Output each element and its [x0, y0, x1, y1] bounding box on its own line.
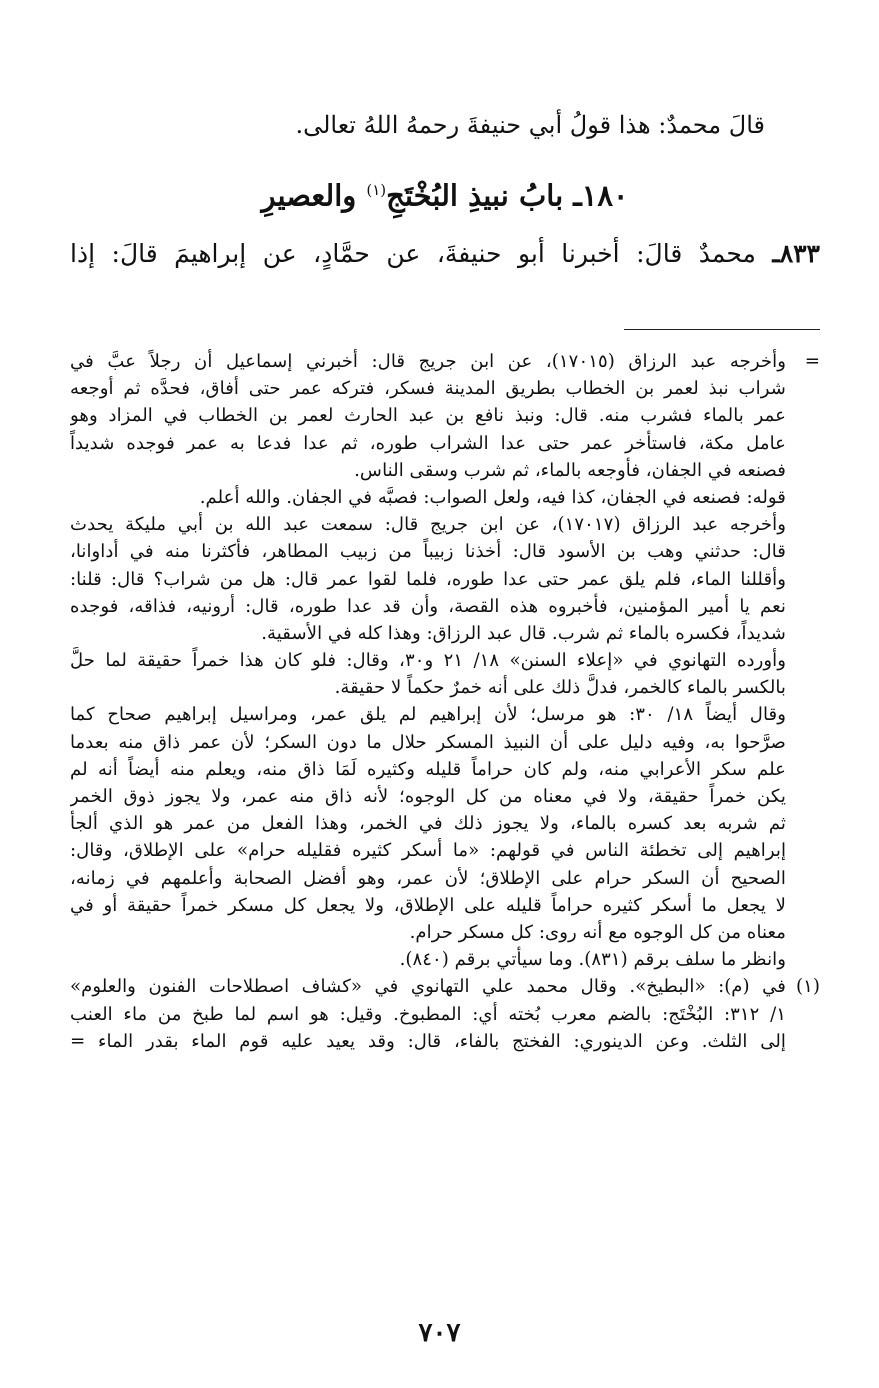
- opening-line: قالَ محمدٌ: هذا قولُ أبي حنيفةَ رحمهُ اللهُ تعالى.: [295, 111, 765, 139]
- hadith-number: ٨٣٣ـ: [772, 239, 820, 268]
- note-text: وأخرجه عبد الرزاق (١٧٠١٥)، عن ابن جريج قال: أخبرني إسماعيل أن رجلاً عبَّ في: [70, 351, 786, 372]
- footnote-1: [70, 973, 820, 1055]
- note-line: عمر بالماء فشرب منه. قال: ونبذ نافع بن عبد الحارث لعمر بن الخطاب في المزاد وهو: [70, 405, 786, 427]
- note-line: وقال أيضاً ١٨/ ٣٠: هو مرسل؛ لأن إبراهيم لم يلق عمر، ومراسيل إبراهيم صحاح كما: [70, 704, 786, 726]
- note-paragraph-4: [70, 647, 820, 701]
- note-line: [70, 973, 820, 1000]
- note-line: صرَّحوا به، وفيه دليل على أن النبيذ المسكر حلال ما دون السكر؛ لأن عمر ذاق منه بعدما: [70, 731, 786, 753]
- continuation-marker: =: [804, 351, 820, 372]
- note-line: علم سكر الأعرابي منه، ولم كان حراماً قليله وكثيره لَمَا ذاق منه، ويعلم منه أيضاً أنه لم: [70, 758, 786, 780]
- note-line: الصحيح أن السكر حرام على الإطلاق؛ لأن عمر، وهو أفضل الصحابة وأعلمهم في زمانه،: [70, 867, 786, 889]
- note-line: وأخرجه عبد الرزاق (١٧٠١٧)، عن ابن جريج قال: سمعت عبد الله بن أبي مليكة يحدث: [70, 514, 787, 536]
- note-line: نعم يا أمير المؤمنين، فأخبروه هذه القصة، وأن قد عدا طوره، قال: أرونيه، فذاقه، فوجده: [70, 595, 786, 617]
- note-line: فصنعه في الجفان، فأوجعه بالماء، ثم شرب وسقى الناس.: [354, 459, 786, 481]
- note-line: إلى الثلث. وعن الدينوري: الفختج بالفاء، قال: وقد يعيد عليه قوم الماء بقدر الماء =: [70, 1030, 786, 1052]
- footnote-1-marker: (١): [796, 976, 820, 998]
- note-line: ثم شربه بعد كسره بالماء، ولا يجوز ذلك في الخمر، وهذا الفعل من عمر هو الذي ألجأ: [70, 813, 786, 835]
- note-line: ١/ ٣١٢: البُخْتَج: بالضم معرب بُخته أي: المطبوخ. وقيل: هو اسم لما طبخ من ماء العنب: [70, 1003, 786, 1025]
- note-line: وأقللنا الماء، فلم يلق عمر حتى عدا طوره، فلما لقوا عمر قال: هل من شراب؟ قال: قلنا:: [70, 568, 786, 590]
- note-line: إبراهيم إلى تخطئة الناس في قولهم: «ما أسكر كثيره فقليله حرام» على الإطلاق، وقال:: [70, 840, 786, 862]
- note-paragraph-2: [70, 484, 820, 511]
- note-paragraph-5: [70, 701, 820, 946]
- note-line: لا يجعل ما أسكر كثيره حراماً قليله على الإطلاق، ولا يجعل كل مسكر خمراً حقيقة أو في: [70, 894, 786, 916]
- note-paragraph-3: [70, 511, 820, 647]
- hadith-text: محمدٌ قالَ: أخبرنا أبو حنيفةَ، عن حمَّادٍ، عن إبراهيمَ قالَ: إذا: [70, 239, 773, 268]
- note-line: وانظر ما سلف برقم (٨٣١). وما سيأتي برقم (٨٤٠).: [399, 949, 786, 971]
- footnotes: [70, 348, 820, 1055]
- hadith-833: [70, 225, 820, 283]
- note-line: شديداً، فكسره بالماء ثم شرب. قال عبد الرزاق: وهذا كله في الأسقية.: [261, 622, 786, 644]
- note-line: عامل مكة، فاستأخر عمر حتى عدا الشراب طوره، ثم عدا فدعا به عمر فوجده شديداً: [70, 432, 786, 454]
- book-page: [70, 95, 820, 1355]
- note-paragraph-6: [70, 946, 820, 973]
- chapter-title: ١٨٠ـ بابُ نبيذِ البُخْتَجِ: [386, 178, 629, 213]
- note-line: شراب نبذ لعمر بن الخطاب بطريق المدينة فسكر، فتركه عمر حتى أفاق، فحدَّه ثم أوجعه: [70, 378, 786, 400]
- note-line: قال: حدثني وهب بن الأسود قال: أخذنا زبيباً من زبيب المطاهر، فأكثرنا منه في أداوانا،: [70, 541, 786, 563]
- footnote-divider: [624, 329, 820, 330]
- note-line: بالكسر بالماء كالخمر، فدلَّ ذلك على أنه خمرٌ حكماً لا حقيقة.: [334, 677, 786, 699]
- note-line: قوله: فصنعه في الجفان، كذا فيه، ولعل الصواب: فصبَّه في الجفان. والله أعلم.: [199, 486, 786, 508]
- note-line: معناه من كل الوجوه مع أنه روى: كل مسكر حرام.: [409, 921, 786, 943]
- note-line: وأورده التهانوي في «إعلاء السنن» ١٨/ ٢١ و٣٠، وقال: فلو كان هذا خمراً حقيقة لما حلَّ: [70, 650, 786, 672]
- note-text: في (م): «البطيخ». وقال محمد علي التهانوي في «كشاف اصطلاحات الفنون والعلوم»: [70, 976, 786, 998]
- note-line: يكن خمراً حقيقة، ولا في معناه من كل الوجوه؛ لأنه ذاق منه عمر، ولا يجوز ذوق الخمر: [70, 786, 786, 807]
- chapter-title-end: والعصيرِ: [261, 178, 367, 213]
- note-paragraph-1: [70, 348, 820, 484]
- chapter-heading: [70, 155, 820, 225]
- note-line: [70, 348, 820, 375]
- page-number: ٧٠٧: [418, 1318, 461, 1348]
- footnote-reference: (١): [366, 181, 387, 199]
